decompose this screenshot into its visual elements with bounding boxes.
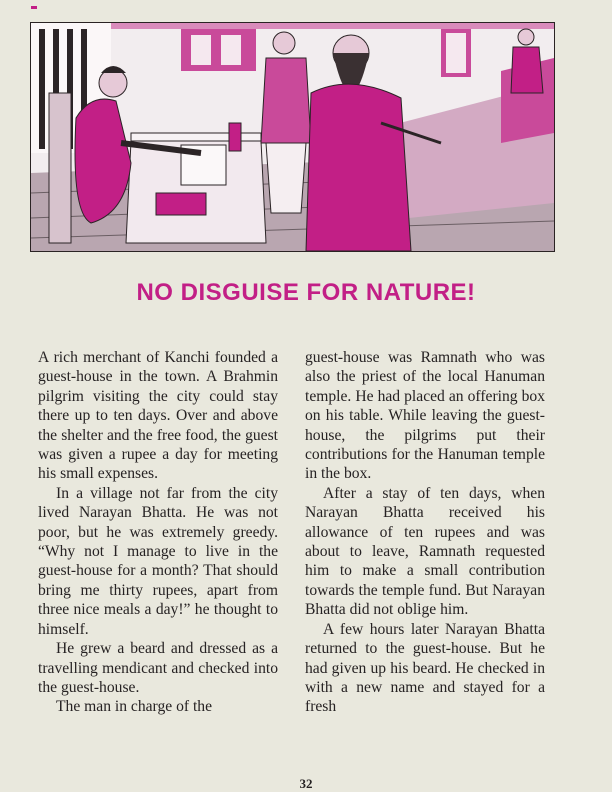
paragraph: A rich merchant of Kanchi founded a guest-house in the town. A Brahmin pilgrim visiting the city could stay there up to ten days. Over and above the shelter and the free food, the guest was given a rupee a day for meeting his small expenses. xyxy=(38,349,278,483)
paragraph: After a stay of ten days, when Narayan Bhatta received his allowance of ten rupees and was about to leave, Ramnath requested him to make a small contribution towards the temple fund. But Narayan Bhatta did not oblige him. xyxy=(305,484,545,619)
print-mark xyxy=(31,6,37,9)
paragraph: The man in charge of the xyxy=(56,698,213,716)
paragraph: guest-house was Ramnath who was also the priest of the local Hanuman temple. He had placed an offering box on his table. While leaving the guest-house, the pilgrims put their contributions for the Hanuman temple in the box. xyxy=(305,349,545,483)
story-title: NO DISGUISE FOR NATURE! xyxy=(136,279,476,306)
paragraph: In a village not far from the city lived Narayan Bhatta. He was not poor, but he was extremely greedy. “Why not I manage to live in the guest-house for a month? That should bring me thirty rupees, apart from three nice meals a day!” he thought to himself. xyxy=(38,484,278,638)
paragraph: A few hours later Narayan Bhatta returned to the guest-house. But he had given up his beard. He checked in with a new name and stayed for a fresh xyxy=(305,620,545,716)
text-column-left xyxy=(38,348,278,717)
story-illustration xyxy=(30,22,555,252)
text-column-right xyxy=(305,348,545,717)
page-number: 32 xyxy=(299,776,313,791)
paragraph: He grew a beard and dressed as a travelling mendicant and checked into the guest-house. xyxy=(38,640,278,696)
